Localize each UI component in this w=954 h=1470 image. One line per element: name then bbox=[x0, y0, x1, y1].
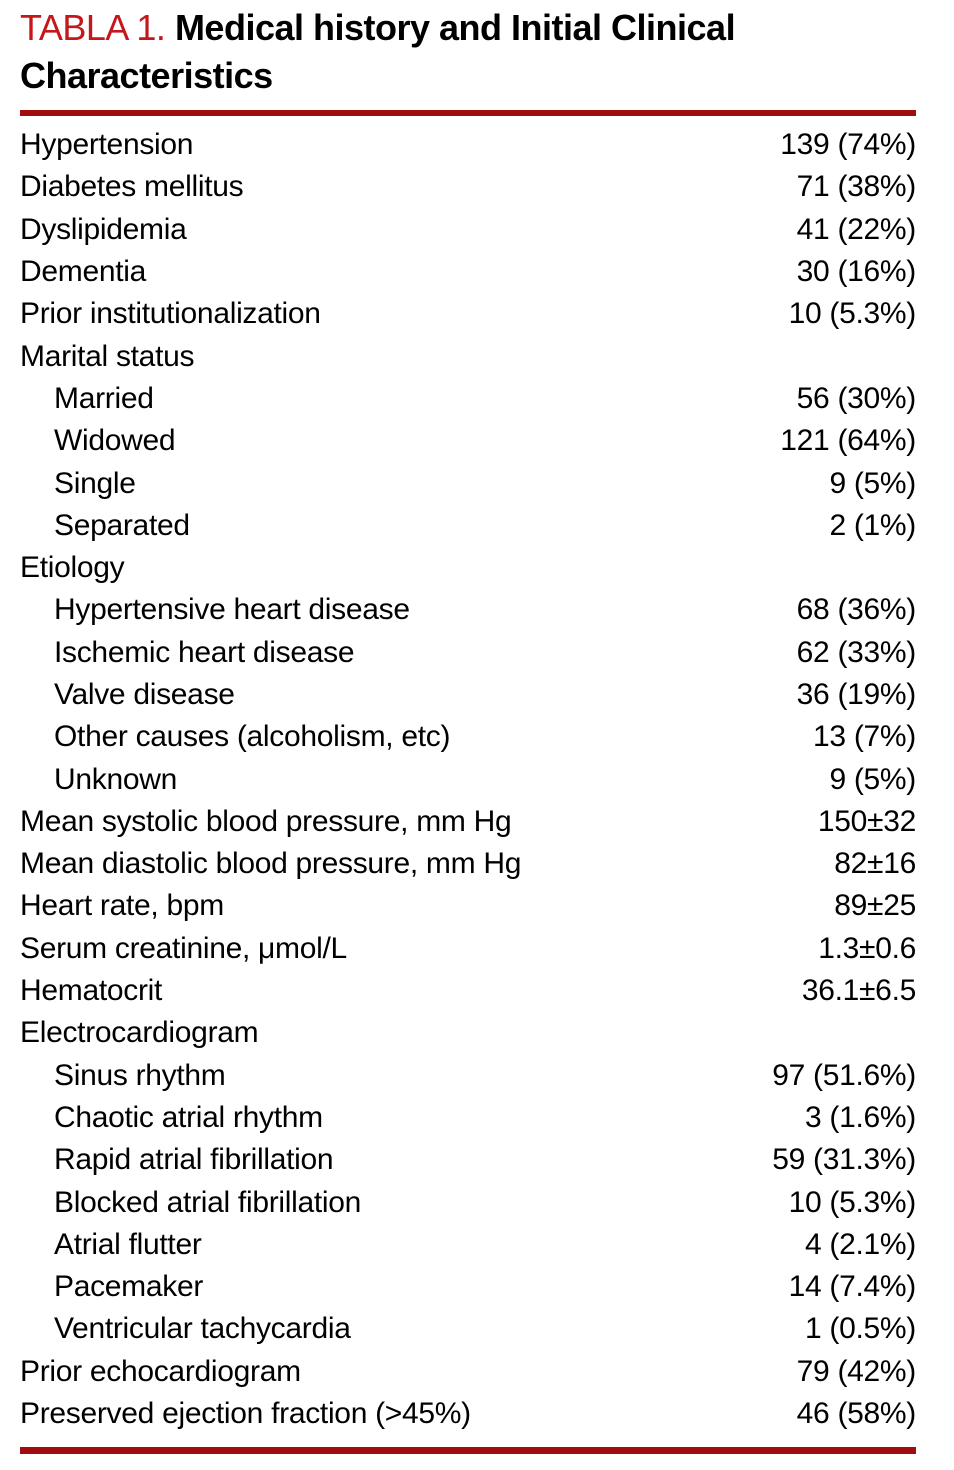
row-label: Single bbox=[54, 466, 136, 500]
table-row bbox=[20, 293, 916, 335]
row-value: 1 (0.5%) bbox=[805, 1312, 916, 1346]
row-label: Unknown bbox=[54, 762, 177, 796]
table-row bbox=[20, 1181, 916, 1223]
row-label: Electrocardiogram bbox=[20, 1016, 259, 1050]
row-label: Dyslipidemia bbox=[20, 212, 187, 246]
row-value: 13 (7%) bbox=[813, 720, 916, 754]
row-value: 62 (33%) bbox=[796, 635, 916, 669]
row-value: 46 (58%) bbox=[796, 1397, 916, 1431]
table-row bbox=[20, 632, 916, 674]
row-value: 89±25 bbox=[834, 889, 916, 923]
row-label: Hematocrit bbox=[20, 974, 163, 1008]
row-label: Pacemaker bbox=[54, 1270, 204, 1304]
table-row bbox=[20, 462, 916, 504]
table-row bbox=[20, 1055, 916, 1097]
row-label: Blocked atrial fibrillation bbox=[54, 1185, 362, 1219]
row-label: Rapid atrial fibrillation bbox=[54, 1143, 334, 1177]
table-row bbox=[20, 843, 916, 885]
table-row bbox=[20, 970, 916, 1012]
row-label: Atrial flutter bbox=[54, 1227, 202, 1261]
row-value: 56 (30%) bbox=[796, 381, 916, 415]
table-row bbox=[20, 335, 916, 377]
table-row bbox=[20, 885, 916, 927]
table-row bbox=[20, 505, 916, 547]
row-value: 3 (1.6%) bbox=[805, 1100, 916, 1134]
table-row bbox=[20, 251, 916, 293]
top-rule bbox=[20, 110, 916, 116]
table-row bbox=[20, 928, 916, 970]
row-value: 9 (5%) bbox=[829, 466, 916, 500]
table-row bbox=[20, 1393, 916, 1435]
table-row bbox=[20, 589, 916, 631]
row-value: 59 (31.3%) bbox=[772, 1143, 916, 1177]
row-label: Ischemic heart disease bbox=[54, 635, 355, 669]
row-label: Mean diastolic blood pressure, mm Hg bbox=[20, 847, 522, 881]
table-row bbox=[20, 166, 916, 208]
row-label: Other causes (alcoholism, etc) bbox=[54, 720, 451, 754]
table-row bbox=[20, 209, 916, 251]
table-row bbox=[20, 1139, 916, 1181]
row-value: 36 (19%) bbox=[796, 678, 916, 711]
row-label: Separated bbox=[54, 508, 190, 542]
table-row bbox=[20, 1308, 916, 1350]
table-row bbox=[20, 124, 916, 166]
row-label: Etiology bbox=[20, 551, 125, 585]
row-value: 4 (2.1%) bbox=[805, 1227, 916, 1261]
table-row bbox=[20, 1012, 916, 1054]
table-row bbox=[20, 674, 916, 716]
row-value: 139 (74%) bbox=[780, 128, 916, 162]
row-value: 10 (5.3%) bbox=[788, 297, 916, 331]
row-label: Widowed bbox=[54, 424, 176, 458]
row-value: 1.3±0.6 bbox=[818, 931, 916, 965]
row-label: Married bbox=[54, 381, 154, 415]
row-label: Valve disease bbox=[54, 678, 235, 711]
row-value: 9 (5%) bbox=[829, 762, 916, 796]
table-row bbox=[20, 1351, 916, 1393]
row-value: 68 (36%) bbox=[796, 593, 916, 627]
table-row bbox=[20, 1266, 916, 1308]
table-row bbox=[20, 716, 916, 758]
row-label: Marital status bbox=[20, 339, 195, 373]
table-row bbox=[20, 801, 916, 843]
table-row bbox=[20, 1097, 916, 1139]
row-label: Chaotic atrial rhythm bbox=[54, 1100, 323, 1134]
row-label: Sinus rhythm bbox=[54, 1058, 226, 1092]
row-value: 41 (22%) bbox=[796, 212, 916, 246]
row-value: 82±16 bbox=[834, 847, 916, 881]
table-title-text: Medical history and Initial Clinical Characteristics bbox=[20, 7, 736, 96]
table-title bbox=[20, 4, 916, 100]
row-value: 2 (1%) bbox=[829, 508, 916, 542]
row-value: 10 (5.3%) bbox=[788, 1185, 916, 1219]
row-value: 150±32 bbox=[817, 804, 916, 838]
row-label: Hypertension bbox=[20, 128, 194, 162]
table-row bbox=[20, 420, 916, 462]
row-label: Preserved ejection fraction (>45%) bbox=[20, 1397, 471, 1431]
row-value: 79 (42%) bbox=[796, 1354, 916, 1388]
table-row bbox=[20, 758, 916, 800]
row-value: 14 (7.4%) bbox=[788, 1270, 916, 1304]
row-label: Prior echocardiogram bbox=[20, 1354, 301, 1388]
row-label: Serum creatinine, μmol/L bbox=[20, 931, 347, 965]
row-label: Dementia bbox=[20, 255, 146, 289]
table-row bbox=[20, 378, 916, 420]
row-label: Diabetes mellitus bbox=[20, 170, 244, 204]
table-row bbox=[20, 1224, 916, 1266]
row-value: 71 (38%) bbox=[796, 170, 916, 204]
row-label: Hypertensive heart disease bbox=[54, 593, 410, 627]
row-value: 30 (16%) bbox=[796, 255, 916, 289]
table-body bbox=[20, 124, 916, 1435]
row-label: Ventricular tachycardia bbox=[54, 1312, 351, 1346]
row-value: 121 (64%) bbox=[780, 424, 916, 458]
table-row bbox=[20, 547, 916, 589]
bottom-rule bbox=[20, 1447, 916, 1454]
row-label: Heart rate, bpm bbox=[20, 889, 224, 923]
table-number-label: TABLA 1. bbox=[20, 7, 166, 48]
row-value: 97 (51.6%) bbox=[772, 1058, 916, 1092]
row-label: Mean systolic blood pressure, mm Hg bbox=[20, 804, 512, 838]
row-label: Prior institutionalization bbox=[20, 297, 321, 331]
row-value: 36.1±6.5 bbox=[801, 974, 916, 1008]
